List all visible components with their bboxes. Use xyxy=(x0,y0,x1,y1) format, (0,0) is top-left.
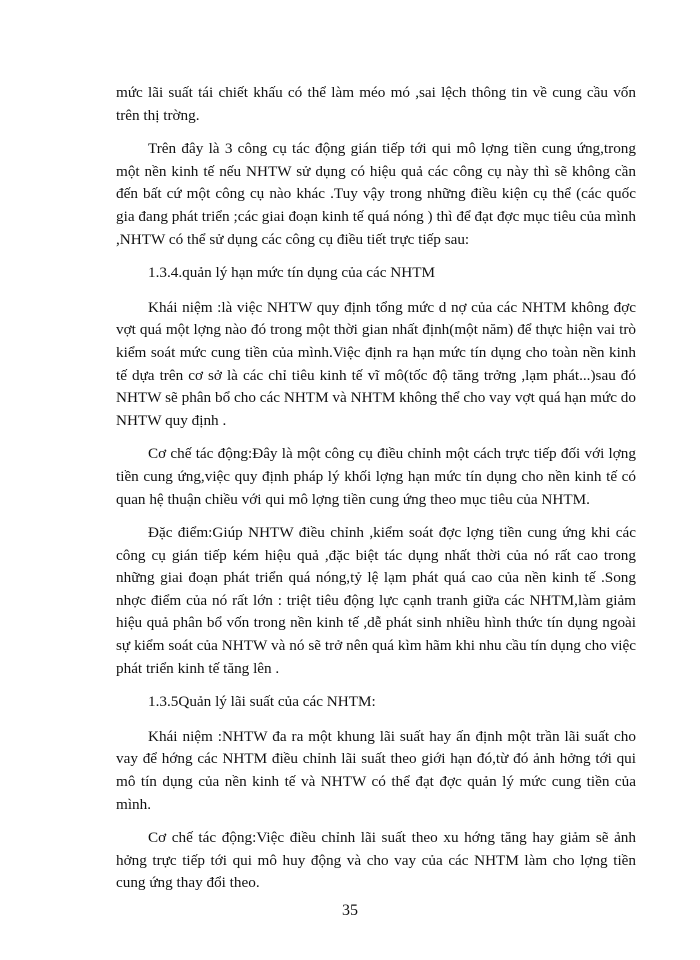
paragraph-indirect-tools-summary: Trên đây là 3 công cụ tác động gián tiếp tới qui mô lợng tiền cung ứng,trong một nền kinh tế nếu NHTW sử dụng có hiệu quả các công cụ này thì sẽ không cần đến bất cứ một công cụ nào khác .Tuy vậy trong những điều kiện cụ thể (các quốc gia đang phát triển ;các giai đoạn kinh tế quá nóng ) thì để đạt đợc mục tiêu của mình ,NHTW có thể sử dụng các công cụ điều tiết trực tiếp sau: xyxy=(116,140,636,248)
paragraph-continued: mức lãi suất tái chiết khấu có thể làm méo mó ,sai lệch thông tin về cung cầu vốn trên thị trờng. xyxy=(116,84,636,124)
paragraph-credit-limit-features: Đặc điểm:Giúp NHTW điều chỉnh ,kiểm soát đợc lợng tiền cung ứng khi các công cụ gián tiếp kém hiệu quả ,đặc biệt tác dụng nhất thời của nó rất cao trong những giai đoạn phát triển quá nóng,tỷ lệ lạm phát quá cao của nền kinh tế .Song nhợc điểm của nó rất lớn : triệt tiêu động lực cạnh tranh giữa các NHTM,làm giảm hiệu quả phân bổ vốn trong nền kinh tế ,dễ phát sinh nhiều hình thức tín dụng ngoài sự kiểm soát của NHTW và nó sẽ trở nên quá kìm hãm khi nhu cầu tín dụng cho việc phát triển kinh tế tăng lên . xyxy=(116,524,636,677)
section-heading-interest-rate: 1.3.5Quản lý lãi suất của các NHTM: xyxy=(148,693,376,711)
page-number: 35 xyxy=(342,902,358,919)
paragraph-interest-rate-mechanism: Cơ chế tác động:Việc điều chỉnh lãi suất theo xu hớng tăng hay giảm sẽ ảnh hởng trực tiếp tới qui mô huy động và cho vay của các NHTM làm cho lợng tiền cung ứng thay đổi theo. xyxy=(116,829,636,892)
page-body xyxy=(116,82,636,906)
section-heading-credit-limit: 1.3.4.quản lý hạn mức tín dụng của các NHTM xyxy=(148,264,436,282)
paragraph-interest-rate-concept: Khái niệm :NHTW đa ra một khung lãi suất hay ấn định một trần lãi suất cho vay để hớng các NHTM điều chỉnh lãi suất theo giới hạn đó,từ đó ảnh hởng tới qui mô tín dụng của nền kinh tế và NHTW có thể đạt đợc quản lý mức cung tiền của mình. xyxy=(116,727,636,813)
paragraph-credit-limit-concept: Khái niệm :là việc NHTW quy định tổng mức d nợ của các NHTM không đợc vợt quá một lợng nào đó trong một thời gian nhất định(một năm) để thực hiện vai trò kiểm soát mức cung tiền của mình.Việc định ra hạn mức tín dụng cho toàn nền kinh tế dựa trên cơ sở là các chỉ tiêu kinh tế vĩ mô(tốc độ tăng trởng ,lạm phát...)sau đó NHTW sẽ phân bổ cho các NHTM và NHTM không thể cho vay vợt quá hạn mức do NHTW quy định . xyxy=(116,298,636,429)
paragraph-credit-limit-mechanism: Cơ chế tác động:Đây là một công cụ điều chỉnh một cách trực tiếp đối với lợng tiền cung ứng,việc quy định pháp lý khối lợng hạn mức tín dụng cho nền kinh tế có quan hệ thuận chiều với qui mô lợng tiền cung ứng theo mục tiêu của NHTM. xyxy=(116,445,636,508)
